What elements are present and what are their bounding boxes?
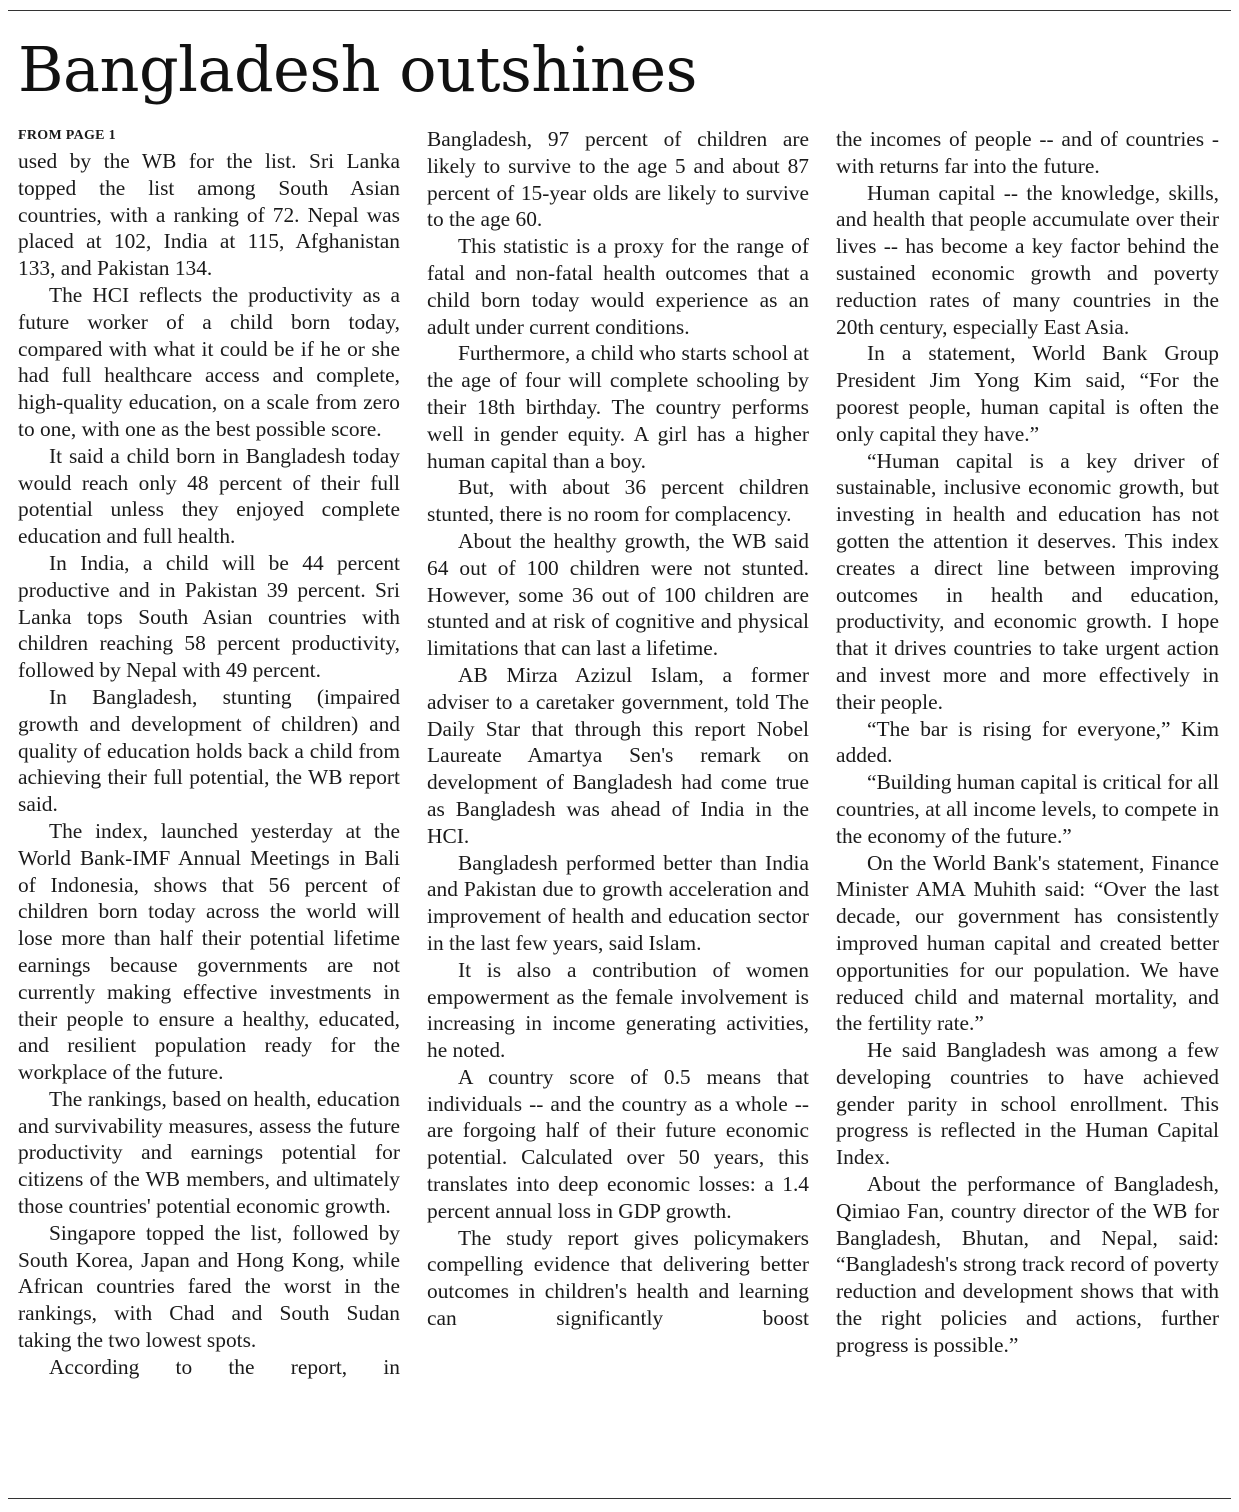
paragraph: According to the report, in [49,1354,400,1379]
paragraph: The index, launched yesterday at the World Bank-IMF Annual Meetings in Bali of Indonesia, shows that 56 percent of children born today across the world will lose more than half their potential lifetime earnings because governments are not currently making effective investments in their people to ensure a healthy, educated, and resilient population ready for the workplace of the future. [18,818,400,1085]
paragraph: Bangladesh, 97 percent of children are likely to survive to the age 5 and about 87 percent of 15-year olds are likely to survive to the age 60. [427,127,809,232]
paragraph: In Bangladesh, stunting (impaired growth and development of children) and quality of education holds back a child from achieving their full potential, the WB report said. [18,684,400,817]
paragraph: About the healthy growth, the WB said 64 out of 100 children were not stunted. However, some 36 out of 100 children are stunted and at risk of cognitive and physical limitations that can last a lifetime. [427,528,809,661]
paragraph: Singapore topped the list, followed by South Korea, Japan and Hong Kong, while African countries fared the worst in the rankings, with Chad and South Sudan taking the two lowest spots. [18,1220,400,1353]
paragraph: A country score of 0.5 means that individuals -- and the country as a whole -- are forgoing half of their future economic potential. Calculated over 50 years, this translates into deep economic losses: a 1.4 percent annual loss in GDP growth. [427,1064,809,1223]
paragraph: “The bar is rising for everyone,” Kim added. [836,716,1219,768]
paragraph: In a statement, World Bank Group President Jim Yong Kim said, “For the poorest people, human capital is often the only capital they have.” [836,341,1219,446]
paragraph: It is also a contribution of women empowerment as the female involvement is increasing in income generating activities, he noted. [427,957,809,1063]
paragraph: “Building human capital is critical for all countries, at all income levels, to compete in the economy of the future.” [836,770,1219,848]
paragraph: On the World Bank's statement, Finance Minister AMA Muhith said: “Over the last decade, our government has consistently improved human capital and created better opportunities for our population. We have reduced child and maternal mortality, and the fertility rate.” [836,850,1219,1036]
paragraph: The study report gives policymakers compelling evidence that delivering better outcomes in children's health and learning can significantly boost [427,1225,809,1331]
paragraph: AB Mirza Azizul Islam, a former adviser to a caretaker government, told The Daily Star that through this report Nobel Laureate Amartya Sen's remark on development of Bangladesh had come true as Bangladesh was ahead of India in the HCI. [427,662,809,848]
paragraph: Furthermore, a child who starts school at the age of four will complete schooling by their 18th birthday. The country performs well in gender equity. A girl has a higher human capital than a boy. [427,341,809,473]
paragraph: This statistic is a proxy for the range of fatal and non-fatal health outcomes that a child born today would experience as an adult under current conditions. [427,234,809,339]
paragraph: The HCI reflects the productivity as a future worker of a child born today, compared with what it could be if he or she had full healthcare access and complete, high-quality education, on a scale from zero to one, with one as the best possible score. [18,282,400,441]
paragraph: used by the WB for the list. Sri Lanka topped the list among South Asian countries, with a ranking of 72. Nepal was placed at 102, India at 115, Afghanistan 133, and Pakistan 134. [18,149,400,281]
article-column-1 [18,126,400,1381]
article-column-2 [427,126,809,1332]
bottom-rule [8,1498,1231,1499]
paragraph: Bangladesh performed better than India and Pakistan due to growth acceleration and improvement of health and education sector in the last few years, said Islam. [427,850,809,955]
paragraph: But, with about 36 percent children stunted, there is no room for complacency. [427,475,809,527]
paragraph: He said Bangladesh was among a few developing countries to have achieved gender parity in school enrollment. This progress is reflected in the Human Capital Index. [836,1038,1219,1170]
paragraph: In India, a child will be 44 percent productive and in Pakistan 39 percent. Sri Lanka tops South Asian countries with children reaching 58 percent productivity, followed by Nepal with 49 percent. [18,550,400,683]
paragraph: The rankings, based on health, education and survivability measures, assess the future productivity and earnings potential for citizens of the WB members, and ultimately those countries' potential economic growth. [18,1086,400,1219]
paragraph: It said a child born in Bangladesh today would reach only 48 percent of their full potential unless they enjoyed complete education and full health. [18,443,400,549]
paragraph: Human capital -- the knowledge, skills, and health that people accumulate over their lives -- has become a key factor behind the sustained economic growth and poverty reduction rates of many countries in the 20th century, especially East Asia. [836,180,1219,339]
top-rule [8,10,1231,11]
headline: Bangladesh outshines [18,33,697,106]
paragraph: About the performance of Bangladesh, Qimiao Fan, country director of the WB for Bangladesh, Bhutan, and Nepal, said: “Bangladesh's strong track record of poverty reduction and development shows that with the right policies and actions, further progress is possible.” [836,1172,1219,1357]
article-column-3 [836,126,1219,1359]
paragraph: “Human capital is a key driver of sustainable, inclusive economic growth, but investing in health and education has not gotten the attention it deserves. This index creates a direct line between improving outcomes in health and education, productivity, and economic growth. I hope that it drives countries to take urgent action and invest more and more effectively in their people. [836,448,1219,714]
kicker: FROM PAGE 1 [18,128,116,143]
paragraph: the incomes of people -- and of countries - with returns far into the future. [836,127,1219,178]
